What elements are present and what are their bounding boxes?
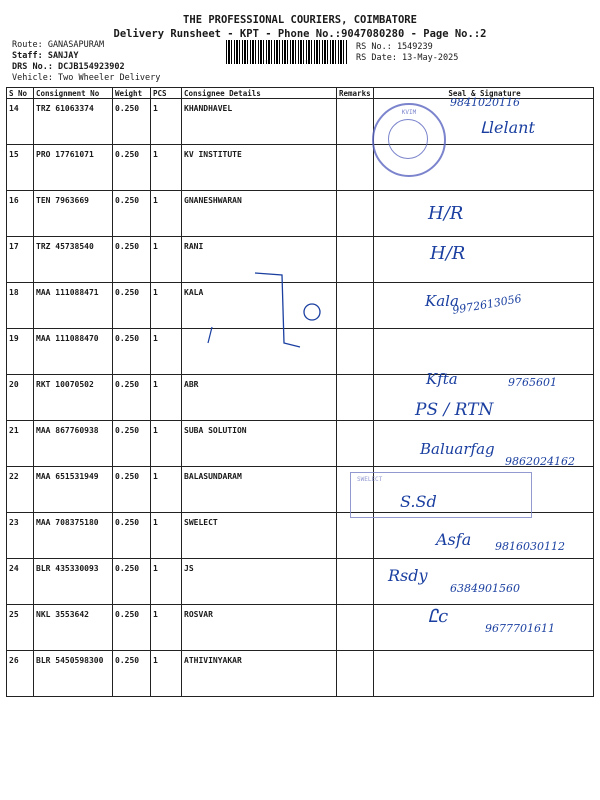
cell-remarks bbox=[337, 237, 374, 283]
cell-consignment: TRZ 45738540 bbox=[34, 237, 113, 283]
cell-sno: 16 bbox=[7, 191, 34, 237]
cell-consignment: MAA 111088470 bbox=[34, 329, 113, 375]
cell-pcs: 1 bbox=[151, 605, 182, 651]
cell-pcs: 1 bbox=[151, 283, 182, 329]
cell-consignment: MAA 867760938 bbox=[34, 421, 113, 467]
round-seal-stamp bbox=[372, 103, 446, 177]
cell-consignee: ATHIVINYAKAR bbox=[182, 651, 337, 697]
table-row bbox=[7, 375, 594, 421]
rect-seal-stamp bbox=[350, 472, 532, 518]
signature-25: Rsdy bbox=[388, 566, 428, 585]
cell-sno: 20 bbox=[7, 375, 34, 421]
cell-consignee: JS bbox=[182, 559, 337, 605]
cell-pcs: 1 bbox=[151, 651, 182, 697]
cell-remarks bbox=[337, 329, 374, 375]
cell-sno: 26 bbox=[7, 651, 34, 697]
cell-sno: 19 bbox=[7, 329, 34, 375]
cell-remarks bbox=[337, 513, 374, 559]
cell-consignment: TEN 7963669 bbox=[34, 191, 113, 237]
cell-consignee: KHANDHAVEL bbox=[182, 99, 337, 145]
cell-sno: 18 bbox=[7, 283, 34, 329]
table-row bbox=[7, 191, 594, 237]
cell-weight: 0.250 bbox=[113, 559, 151, 605]
cell-consignee: SUBA SOLUTION bbox=[182, 421, 337, 467]
cell-consignment: MAA 651531949 bbox=[34, 467, 113, 513]
cell-pcs: 1 bbox=[151, 191, 182, 237]
pen-tick bbox=[208, 327, 212, 343]
handwritten-phone-25: 6384901560 bbox=[450, 582, 520, 595]
rect-seal-text: SWELECT bbox=[357, 476, 383, 483]
signature-20: Kfta bbox=[426, 370, 458, 388]
cell-consignee: KV INSTITUTE bbox=[182, 145, 337, 191]
round-seal-inner bbox=[388, 119, 428, 159]
col-signature: Seal & Signature bbox=[374, 88, 594, 99]
cell-weight: 0.250 bbox=[113, 191, 151, 237]
handwritten-phone-14: 9841020116 bbox=[450, 96, 520, 109]
cell-weight: 0.250 bbox=[113, 145, 151, 191]
cell-consignment: BLR 5450598300 bbox=[34, 651, 113, 697]
col-consignment: Consignment No bbox=[34, 88, 113, 99]
cell-pcs: 1 bbox=[151, 421, 182, 467]
cell-weight: 0.250 bbox=[113, 375, 151, 421]
cell-pcs: 1 bbox=[151, 237, 182, 283]
cell-weight: 0.250 bbox=[113, 513, 151, 559]
vehicle: Vehicle: Two Wheeler Delivery bbox=[12, 73, 161, 83]
rs-info bbox=[356, 42, 458, 64]
handwritten-hr-17: H/R bbox=[430, 243, 466, 264]
pen-mark bbox=[200, 265, 330, 365]
cell-weight: 0.250 bbox=[113, 237, 151, 283]
cell-pcs: 1 bbox=[151, 145, 182, 191]
cell-remarks bbox=[337, 145, 374, 191]
cell-pcs: 1 bbox=[151, 375, 182, 421]
cell-consignee: KALA bbox=[182, 283, 337, 329]
cell-consignment: MAA 708375180 bbox=[34, 513, 113, 559]
handwritten-note-21: PS / RTN bbox=[415, 400, 494, 420]
cell-remarks bbox=[337, 559, 374, 605]
handwritten-phone-20: 9765601 bbox=[508, 376, 557, 389]
cell-sno: 21 bbox=[7, 421, 34, 467]
cell-consignee: SWELECT bbox=[182, 513, 337, 559]
company-title: THE PROFESSIONAL COURIERS, COIMBATORE bbox=[183, 14, 417, 26]
cell-remarks bbox=[337, 651, 374, 697]
cell-consignment: PRO 17761071 bbox=[34, 145, 113, 191]
cell-weight: 0.250 bbox=[113, 283, 151, 329]
table-row bbox=[7, 145, 594, 191]
cell-consignment: TRZ 61063374 bbox=[34, 99, 113, 145]
col-consignee: Consignee Details bbox=[182, 88, 337, 99]
table-row bbox=[7, 651, 594, 697]
signature-26: Ꮭc bbox=[428, 606, 449, 627]
cell-pcs: 1 bbox=[151, 99, 182, 145]
col-sno: S No bbox=[7, 88, 34, 99]
cell-consignment: NKL 3553642 bbox=[34, 605, 113, 651]
cell-pcs: 1 bbox=[151, 513, 182, 559]
cell-remarks bbox=[337, 99, 374, 145]
col-pcs: PCS bbox=[151, 88, 182, 99]
cell-pcs: 1 bbox=[151, 467, 182, 513]
barcode bbox=[226, 40, 348, 64]
cell-signature bbox=[374, 191, 594, 237]
handwritten-phone-26: 9677701611 bbox=[485, 622, 555, 635]
cell-sno: 24 bbox=[7, 559, 34, 605]
handwritten-hr-16: H/R bbox=[428, 203, 464, 224]
signature-22: Baluarfag bbox=[420, 440, 495, 458]
drs-number: DRS No.: DCJB154923902 bbox=[12, 62, 125, 72]
handwritten-phone-18: 9972613056 bbox=[451, 292, 523, 317]
pen-stroke bbox=[255, 273, 300, 347]
cell-sno: 22 bbox=[7, 467, 34, 513]
runsheet-subtitle: Delivery Runsheet - KPT - Phone No.:9047080280 - Page No.:2 bbox=[113, 28, 487, 40]
cell-sno: 23 bbox=[7, 513, 34, 559]
cell-signature bbox=[374, 605, 594, 651]
cell-weight: 0.250 bbox=[113, 421, 151, 467]
col-weight: Weight bbox=[113, 88, 151, 99]
cell-pcs: 1 bbox=[151, 329, 182, 375]
cell-pcs: 1 bbox=[151, 559, 182, 605]
cell-sno: 15 bbox=[7, 145, 34, 191]
signature-24: Asfa bbox=[436, 530, 472, 549]
route: Route: GANASAPURAM bbox=[12, 40, 105, 50]
handwritten-phone-22: 9862024162 bbox=[505, 455, 575, 468]
rs-number: RS No.: 1549239 bbox=[356, 42, 433, 52]
cell-signature bbox=[374, 651, 594, 697]
cell-remarks bbox=[337, 191, 374, 237]
round-seal-text: KVIM bbox=[401, 109, 417, 116]
col-remarks: Remarks bbox=[337, 88, 374, 99]
cell-consignee: RANI bbox=[182, 237, 337, 283]
cell-consignee: ROSVAR bbox=[182, 605, 337, 651]
route-info bbox=[12, 40, 160, 84]
cell-consignee: GNANESHWARAN bbox=[182, 191, 337, 237]
rs-date: RS Date: 13-May-2025 bbox=[356, 53, 459, 63]
cell-signature bbox=[374, 237, 594, 283]
handwritten-phone-24: 9816030112 bbox=[495, 540, 565, 553]
cell-remarks bbox=[337, 375, 374, 421]
pen-circle bbox=[304, 304, 320, 320]
cell-remarks bbox=[337, 421, 374, 467]
cell-weight: 0.250 bbox=[113, 99, 151, 145]
staff: Staff: SANJAY bbox=[12, 51, 79, 61]
runsheet-table bbox=[6, 87, 594, 697]
cell-weight: 0.250 bbox=[113, 605, 151, 651]
signature-14: ᒪlelant bbox=[480, 118, 535, 137]
signature-23: S.Sd bbox=[400, 492, 437, 511]
cell-consignment: MAA 111088471 bbox=[34, 283, 113, 329]
cell-sno: 25 bbox=[7, 605, 34, 651]
cell-signature bbox=[374, 329, 594, 375]
cell-sno: 17 bbox=[7, 237, 34, 283]
cell-consignment: RKT 10070502 bbox=[34, 375, 113, 421]
cell-remarks bbox=[337, 605, 374, 651]
cell-consignee: BALASUNDARAM bbox=[182, 467, 337, 513]
cell-sno: 14 bbox=[7, 99, 34, 145]
cell-remarks bbox=[337, 283, 374, 329]
cell-weight: 0.250 bbox=[113, 651, 151, 697]
signature-18: Kala bbox=[425, 292, 459, 310]
cell-weight: 0.250 bbox=[113, 467, 151, 513]
cell-consignment: BLR 435330093 bbox=[34, 559, 113, 605]
cell-consignee: ABR bbox=[182, 375, 337, 421]
cell-weight: 0.250 bbox=[113, 329, 151, 375]
